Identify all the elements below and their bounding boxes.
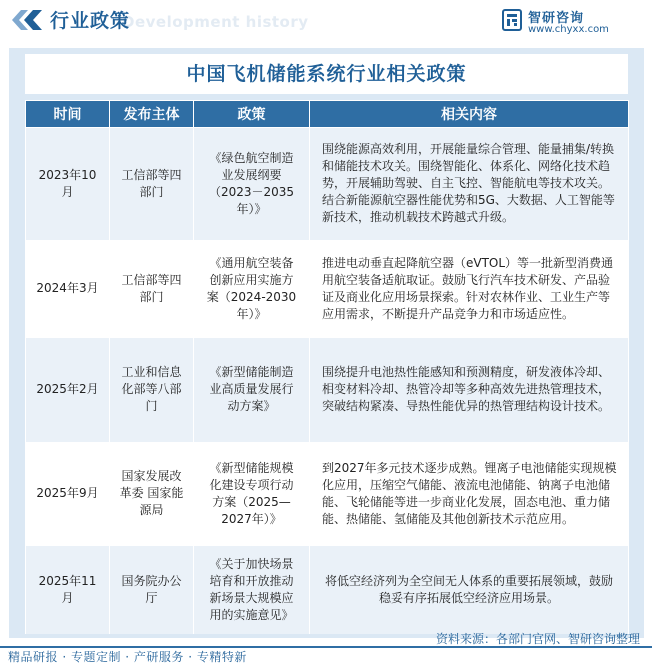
column-header-policy: 政策 xyxy=(194,101,310,128)
column-header-issuer: 发布主体 xyxy=(110,101,194,128)
policy-table xyxy=(25,100,629,634)
page-header xyxy=(0,0,652,40)
brand-mark-icon xyxy=(502,9,522,31)
double-chevron-icon xyxy=(12,10,46,30)
cell-issuer: 国家发展改革委 国家能源局 xyxy=(110,442,194,546)
column-header-content: 相关内容 xyxy=(310,101,629,128)
table-row xyxy=(26,240,629,338)
cell-policy: 《绿色航空制造业发展纲要（2023－2035年）》 xyxy=(194,128,310,240)
cell-content: 将低空经济列为全空间无人体系的重要拓展领域，鼓励稳妥有序拓展低空经济应用场景。 xyxy=(310,546,629,634)
table-row xyxy=(26,128,629,240)
cell-policy: 《新型储能规模化建设专项行动方案（2025—2027年）》 xyxy=(194,442,310,546)
cell-policy: 《新型储能制造业高质量发展行动方案》 xyxy=(194,338,310,442)
brand-url: www.chyxx.com xyxy=(528,24,609,35)
cell-issuer: 国务院办公厅 xyxy=(110,546,194,634)
cell-policy: 《通用航空装备创新应用实施方案（2024-2030年）》 xyxy=(194,240,310,338)
cell-time: 2025年2月 xyxy=(26,338,110,442)
column-header-time: 时间 xyxy=(26,101,110,128)
header-watermark: Development history xyxy=(122,13,309,31)
policy-panel xyxy=(9,48,644,638)
cell-content: 到2027年多元技术逐步成熟。锂离子电池储能实现规模化应用，压缩空气储能、液流电池储能、钠离子电池储能、飞轮储能等进一步商业化发展，固态电池、重力储能、热储能、氢储能及其他创新技术示范应用。 xyxy=(310,442,629,546)
brand-name: 智研咨询 xyxy=(528,11,585,26)
services-tagline: 精品研报 · 专题定制 · 产研服务 · 专精特新 xyxy=(8,650,247,664)
cell-time: 2024年3月 xyxy=(26,240,110,338)
table-row xyxy=(26,546,629,634)
cell-issuer: 工信部等四部门 xyxy=(110,128,194,240)
cell-time: 2025年11月 xyxy=(26,546,110,634)
table-header-row xyxy=(26,101,629,128)
table-row xyxy=(26,338,629,442)
cell-content: 围绕提升电池热性能感知和预测精度，研发液体冷却、相变材料冷却、热管冷却等多种高效先进热管理技术，突破结构紧凑、导热性能优异的热管理结构设计技术。 xyxy=(310,338,629,442)
source-note: 资料来源：各部门官网、智研咨询整理 xyxy=(435,632,640,646)
cell-time: 2023年10月 xyxy=(26,128,110,240)
cell-issuer: 工业和信息化部等八部门 xyxy=(110,338,194,442)
cell-content: 推进电动垂直起降航空器（eVTOL）等一批新型消费通用航空装备适航取证。鼓励飞行汽车技术研发、产品验证及商业化应用场景探索。针对农林作业、工业生产等应用需求，不断提升产品竞争力和市场适应性。 xyxy=(310,240,629,338)
section-title: 行业政策 xyxy=(50,10,131,32)
table-title: 中国飞机储能系统行业相关政策 xyxy=(25,54,628,94)
cell-policy: 《关于加快场景培育和开放推动新场景大规模应用的实施意见》 xyxy=(194,546,310,634)
table-row xyxy=(26,442,629,546)
cell-time: 2025年9月 xyxy=(26,442,110,546)
cell-issuer: 工信部等四部门 xyxy=(110,240,194,338)
brand-logo[interactable] xyxy=(502,6,642,38)
cell-content: 围绕能源高效利用，开展能量综合管理、能量捕集/转换和储能技术攻关。围绕智能化、体系化、网络化技术趋势，开展辅助驾驶、自主飞控、智能航电等技术攻关。结合新能源航空器性能优势和5G、大数据、人工智能等新技术，推动机载技术跨越式升级。 xyxy=(310,128,629,240)
